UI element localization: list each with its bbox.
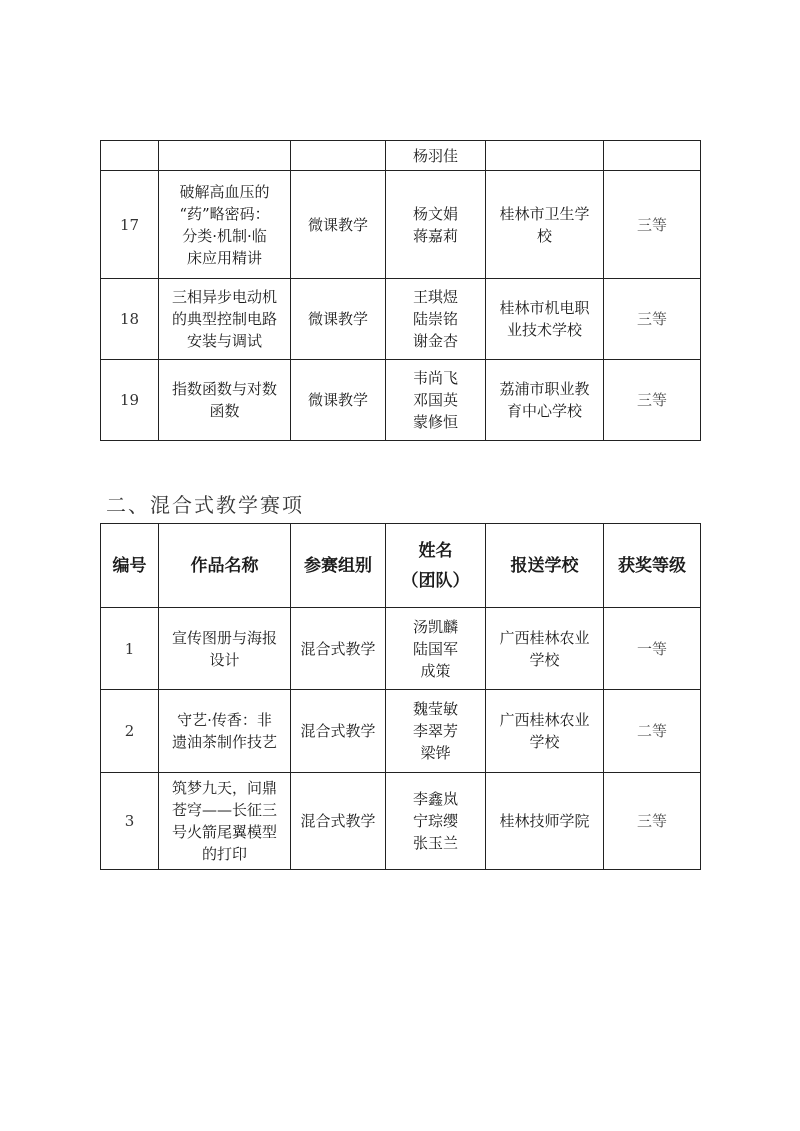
award-table-body bbox=[101, 608, 701, 870]
work-title bbox=[159, 141, 291, 171]
work-title-line: 号火箭尾翼模型 bbox=[171, 823, 277, 841]
team-member: 宁琮缨 bbox=[412, 812, 458, 830]
school-name-line: 校 bbox=[536, 226, 552, 245]
award-level: 三等 bbox=[604, 360, 701, 441]
work-title bbox=[159, 279, 291, 360]
team-member: 李鑫岚 bbox=[412, 790, 458, 808]
work-title bbox=[159, 773, 291, 870]
competition-group: 微课教学 bbox=[291, 279, 386, 360]
team-member: 张玉兰 bbox=[412, 834, 458, 852]
work-title-line: 苍穹——长征三 bbox=[171, 801, 277, 819]
table-row bbox=[101, 141, 701, 171]
award-level: 二等 bbox=[604, 690, 701, 773]
award-level: 三等 bbox=[604, 279, 701, 360]
award-table-blended bbox=[100, 523, 701, 870]
competition-group bbox=[291, 141, 386, 171]
work-title-line: 破解高血压的 bbox=[179, 182, 270, 201]
work-title-line: 筑梦九天，问鼎 bbox=[171, 779, 277, 797]
school-name-line: 业技术学校 bbox=[506, 321, 582, 339]
work-title-line: 安装与调试 bbox=[186, 332, 262, 350]
school-name-line: 广西桂林农业 bbox=[499, 711, 590, 729]
school-name bbox=[486, 360, 604, 441]
school-name-line: 荔浦市职业教 bbox=[499, 380, 590, 398]
header-row bbox=[101, 524, 701, 608]
school-name-line: 桂林市机电职 bbox=[499, 299, 590, 317]
competition-group: 混合式教学 bbox=[291, 690, 386, 773]
school-name bbox=[486, 279, 604, 360]
school-name-line: 桂林市卫生学 bbox=[499, 204, 590, 223]
table-row bbox=[101, 279, 701, 360]
table-row bbox=[101, 773, 701, 870]
work-title-line: 分类·机制·临 bbox=[182, 226, 267, 245]
table-row bbox=[101, 690, 701, 773]
team-names bbox=[386, 360, 486, 441]
competition-group: 微课教学 bbox=[291, 171, 386, 279]
award-table-header bbox=[101, 524, 701, 608]
header-award: 获奖等级 bbox=[604, 524, 701, 608]
team-member: 杨文娟 bbox=[412, 204, 458, 223]
team-member: 蒋嘉莉 bbox=[412, 226, 458, 245]
work-title-line: 三相异步电动机 bbox=[171, 288, 277, 306]
team-member: 邓国英 bbox=[412, 391, 458, 409]
competition-group: 混合式教学 bbox=[291, 773, 386, 870]
award-table-body bbox=[101, 141, 701, 441]
team-names bbox=[386, 141, 486, 171]
section-heading: 二、混合式教学赛项 bbox=[106, 493, 304, 517]
award-level bbox=[604, 141, 701, 171]
school-name-line: 学校 bbox=[529, 650, 560, 669]
team-names bbox=[386, 608, 486, 690]
entry-number bbox=[101, 141, 159, 171]
header-school: 报送学校 bbox=[486, 524, 604, 608]
team-member: 成策 bbox=[420, 661, 451, 680]
entry-number: 19 bbox=[101, 360, 159, 441]
school-name bbox=[486, 690, 604, 773]
work-title bbox=[159, 171, 291, 279]
header-title: 作品名称 bbox=[159, 524, 291, 608]
team-names bbox=[386, 773, 486, 870]
work-title-line: “药”略密码： bbox=[179, 204, 270, 223]
team-member: 陆崇铭 bbox=[412, 310, 458, 328]
team-member: 蒙修恒 bbox=[412, 413, 458, 431]
header-names-line: 姓名 bbox=[418, 540, 453, 561]
work-title-line: 设计 bbox=[209, 650, 240, 669]
work-title-line: 床应用精讲 bbox=[186, 248, 262, 267]
school-name bbox=[486, 773, 604, 870]
entry-number: 1 bbox=[101, 608, 159, 690]
header-group: 参赛组别 bbox=[291, 524, 386, 608]
table-row bbox=[101, 608, 701, 690]
team-member: 汤凯麟 bbox=[412, 617, 458, 636]
entry-number: 17 bbox=[101, 171, 159, 279]
header-names bbox=[386, 524, 486, 608]
school-name-line: 桂林技师学院 bbox=[499, 812, 590, 830]
team-names bbox=[386, 279, 486, 360]
school-name-line: 育中心学校 bbox=[506, 402, 582, 420]
team-names bbox=[386, 690, 486, 773]
team-member: 李翠芳 bbox=[412, 722, 458, 740]
school-name-line: 学校 bbox=[529, 733, 560, 751]
school-name bbox=[486, 608, 604, 690]
team-member: 韦尚飞 bbox=[412, 369, 458, 387]
team-member: 谢金杏 bbox=[412, 332, 458, 350]
school-name bbox=[486, 141, 604, 171]
work-title-line: 遗油茶制作技艺 bbox=[171, 733, 277, 751]
work-title bbox=[159, 360, 291, 441]
award-level: 三等 bbox=[604, 171, 701, 279]
work-title-line: 守艺·传香：非 bbox=[177, 711, 272, 729]
school-name-line: 广西桂林农业 bbox=[499, 628, 590, 647]
table-row bbox=[101, 171, 701, 279]
header-number: 编号 bbox=[101, 524, 159, 608]
work-title-line: 函数 bbox=[209, 402, 240, 420]
work-title bbox=[159, 690, 291, 773]
entry-number: 2 bbox=[101, 690, 159, 773]
competition-group: 混合式教学 bbox=[291, 608, 386, 690]
entry-number: 18 bbox=[101, 279, 159, 360]
team-member: 杨羽佳 bbox=[412, 146, 458, 165]
award-level: 一等 bbox=[604, 608, 701, 690]
work-title-line: 的打印 bbox=[201, 845, 247, 863]
school-name bbox=[486, 171, 604, 279]
team-member: 魏莹敏 bbox=[412, 700, 458, 718]
entry-number: 3 bbox=[101, 773, 159, 870]
table-row bbox=[101, 360, 701, 441]
header-names-line: （团队） bbox=[401, 570, 470, 591]
work-title bbox=[159, 608, 291, 690]
award-table-microlesson bbox=[100, 140, 701, 441]
work-title-line: 的典型控制电路 bbox=[171, 310, 277, 328]
team-member: 陆国军 bbox=[412, 639, 458, 658]
work-title-line: 指数函数与对数 bbox=[171, 380, 277, 398]
work-title-line: 宣传图册与海报 bbox=[171, 628, 277, 647]
team-member: 王琪煜 bbox=[412, 288, 458, 306]
team-names bbox=[386, 171, 486, 279]
team-member: 梁铧 bbox=[420, 744, 451, 762]
competition-group: 微课教学 bbox=[291, 360, 386, 441]
award-level: 三等 bbox=[604, 773, 701, 870]
